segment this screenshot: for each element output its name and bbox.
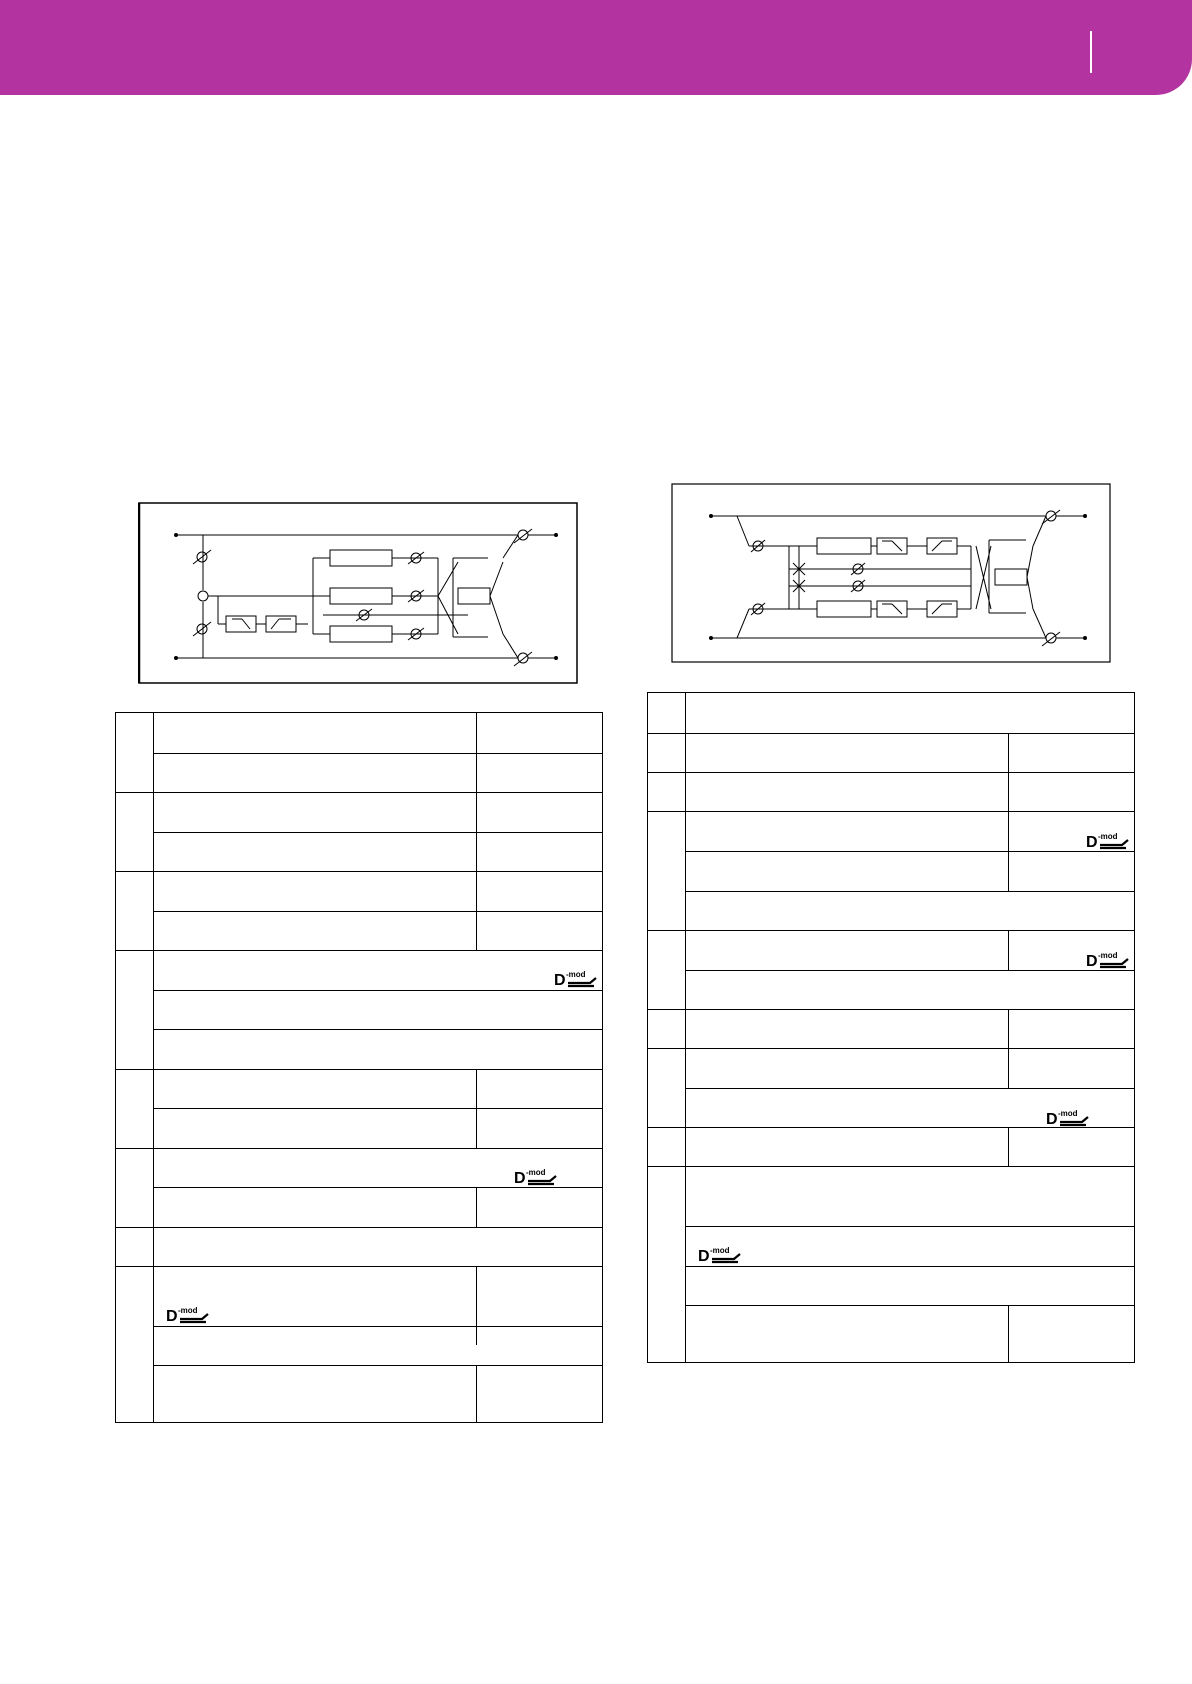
right-value-divider-4	[1008, 1127, 1009, 1167]
dmod-icon	[554, 969, 598, 989]
right-index-divider	[685, 693, 686, 1362]
left-rule-s2	[153, 832, 602, 833]
dmod-icon	[166, 1305, 210, 1325]
left-rule-s3	[153, 911, 602, 912]
right-rule-g2	[648, 772, 1134, 773]
left-rule-g7	[116, 1266, 602, 1267]
right-rule-s5	[685, 1226, 1134, 1227]
right-value-divider-5	[1008, 1305, 1009, 1362]
right-rule-s7	[685, 1305, 1134, 1306]
left-rule-g6	[116, 1227, 602, 1228]
right-rule-g4	[648, 930, 1134, 931]
svg-text:-mod: -mod	[178, 1306, 198, 1315]
left-rule-g2	[116, 871, 602, 872]
left-rule-s8	[153, 1326, 602, 1327]
svg-text:-mod: -mod	[526, 1168, 546, 1177]
dmod-icon	[698, 1245, 742, 1265]
left-rule-g4	[116, 1069, 602, 1070]
right-rule-g3	[648, 811, 1134, 812]
svg-text:D: D	[554, 972, 566, 989]
right-rule-g5	[648, 1009, 1134, 1010]
svg-text:D: D	[166, 1308, 178, 1325]
right-block-diagram	[671, 483, 1111, 663]
dmod-icon	[1086, 831, 1130, 851]
left-rule-g3	[116, 950, 602, 951]
svg-text:-mod: -mod	[566, 970, 586, 979]
left-value-divider-3	[476, 1187, 477, 1227]
left-rule-s5	[153, 1029, 602, 1030]
right-block-diagram-svg	[671, 483, 1111, 663]
right-rule-s2	[685, 891, 1134, 892]
left-rule-s6	[153, 1108, 602, 1109]
left-parameter-table	[115, 712, 603, 1423]
svg-text:D: D	[1046, 1111, 1058, 1128]
svg-text:-mod: -mod	[710, 1246, 730, 1255]
left-block-diagram	[138, 502, 578, 684]
right-value-divider-2	[1008, 930, 1009, 970]
right-rule-g8	[648, 1166, 1134, 1167]
dmod-icon	[1086, 950, 1130, 970]
left-value-divider-4	[476, 1266, 477, 1345]
left-rule-s1	[153, 753, 602, 754]
svg-text:D: D	[1086, 953, 1098, 970]
dmod-icon	[1046, 1108, 1090, 1128]
svg-text:-mod: -mod	[1098, 832, 1118, 841]
svg-text:D: D	[1086, 834, 1098, 851]
right-rule-s1	[685, 851, 1134, 852]
left-rule-g1	[116, 792, 602, 793]
right-rule-g1	[648, 733, 1134, 734]
right-rule-s6	[685, 1266, 1134, 1267]
left-rule-s7	[153, 1187, 602, 1188]
left-block-diagram-svg	[138, 502, 578, 684]
left-index-divider	[153, 713, 154, 1422]
page-header-bar	[0, 0, 1192, 95]
left-rule-s4	[153, 990, 602, 991]
right-rule-s4	[685, 1088, 1134, 1089]
right-rule-g6	[648, 1048, 1134, 1049]
svg-text:D: D	[514, 1170, 526, 1187]
left-rule-g5	[116, 1148, 602, 1149]
right-rule-s3	[685, 970, 1134, 971]
svg-text:-mod: -mod	[1058, 1109, 1078, 1118]
svg-text:D: D	[698, 1248, 710, 1265]
svg-text:-mod: -mod	[1098, 951, 1118, 960]
dmod-icon	[514, 1167, 558, 1187]
right-parameter-table	[647, 692, 1135, 1363]
header-divider	[1090, 31, 1092, 73]
left-rule-s9	[153, 1365, 602, 1366]
left-value-divider-5	[476, 1365, 477, 1422]
right-value-divider-1	[1008, 733, 1009, 891]
